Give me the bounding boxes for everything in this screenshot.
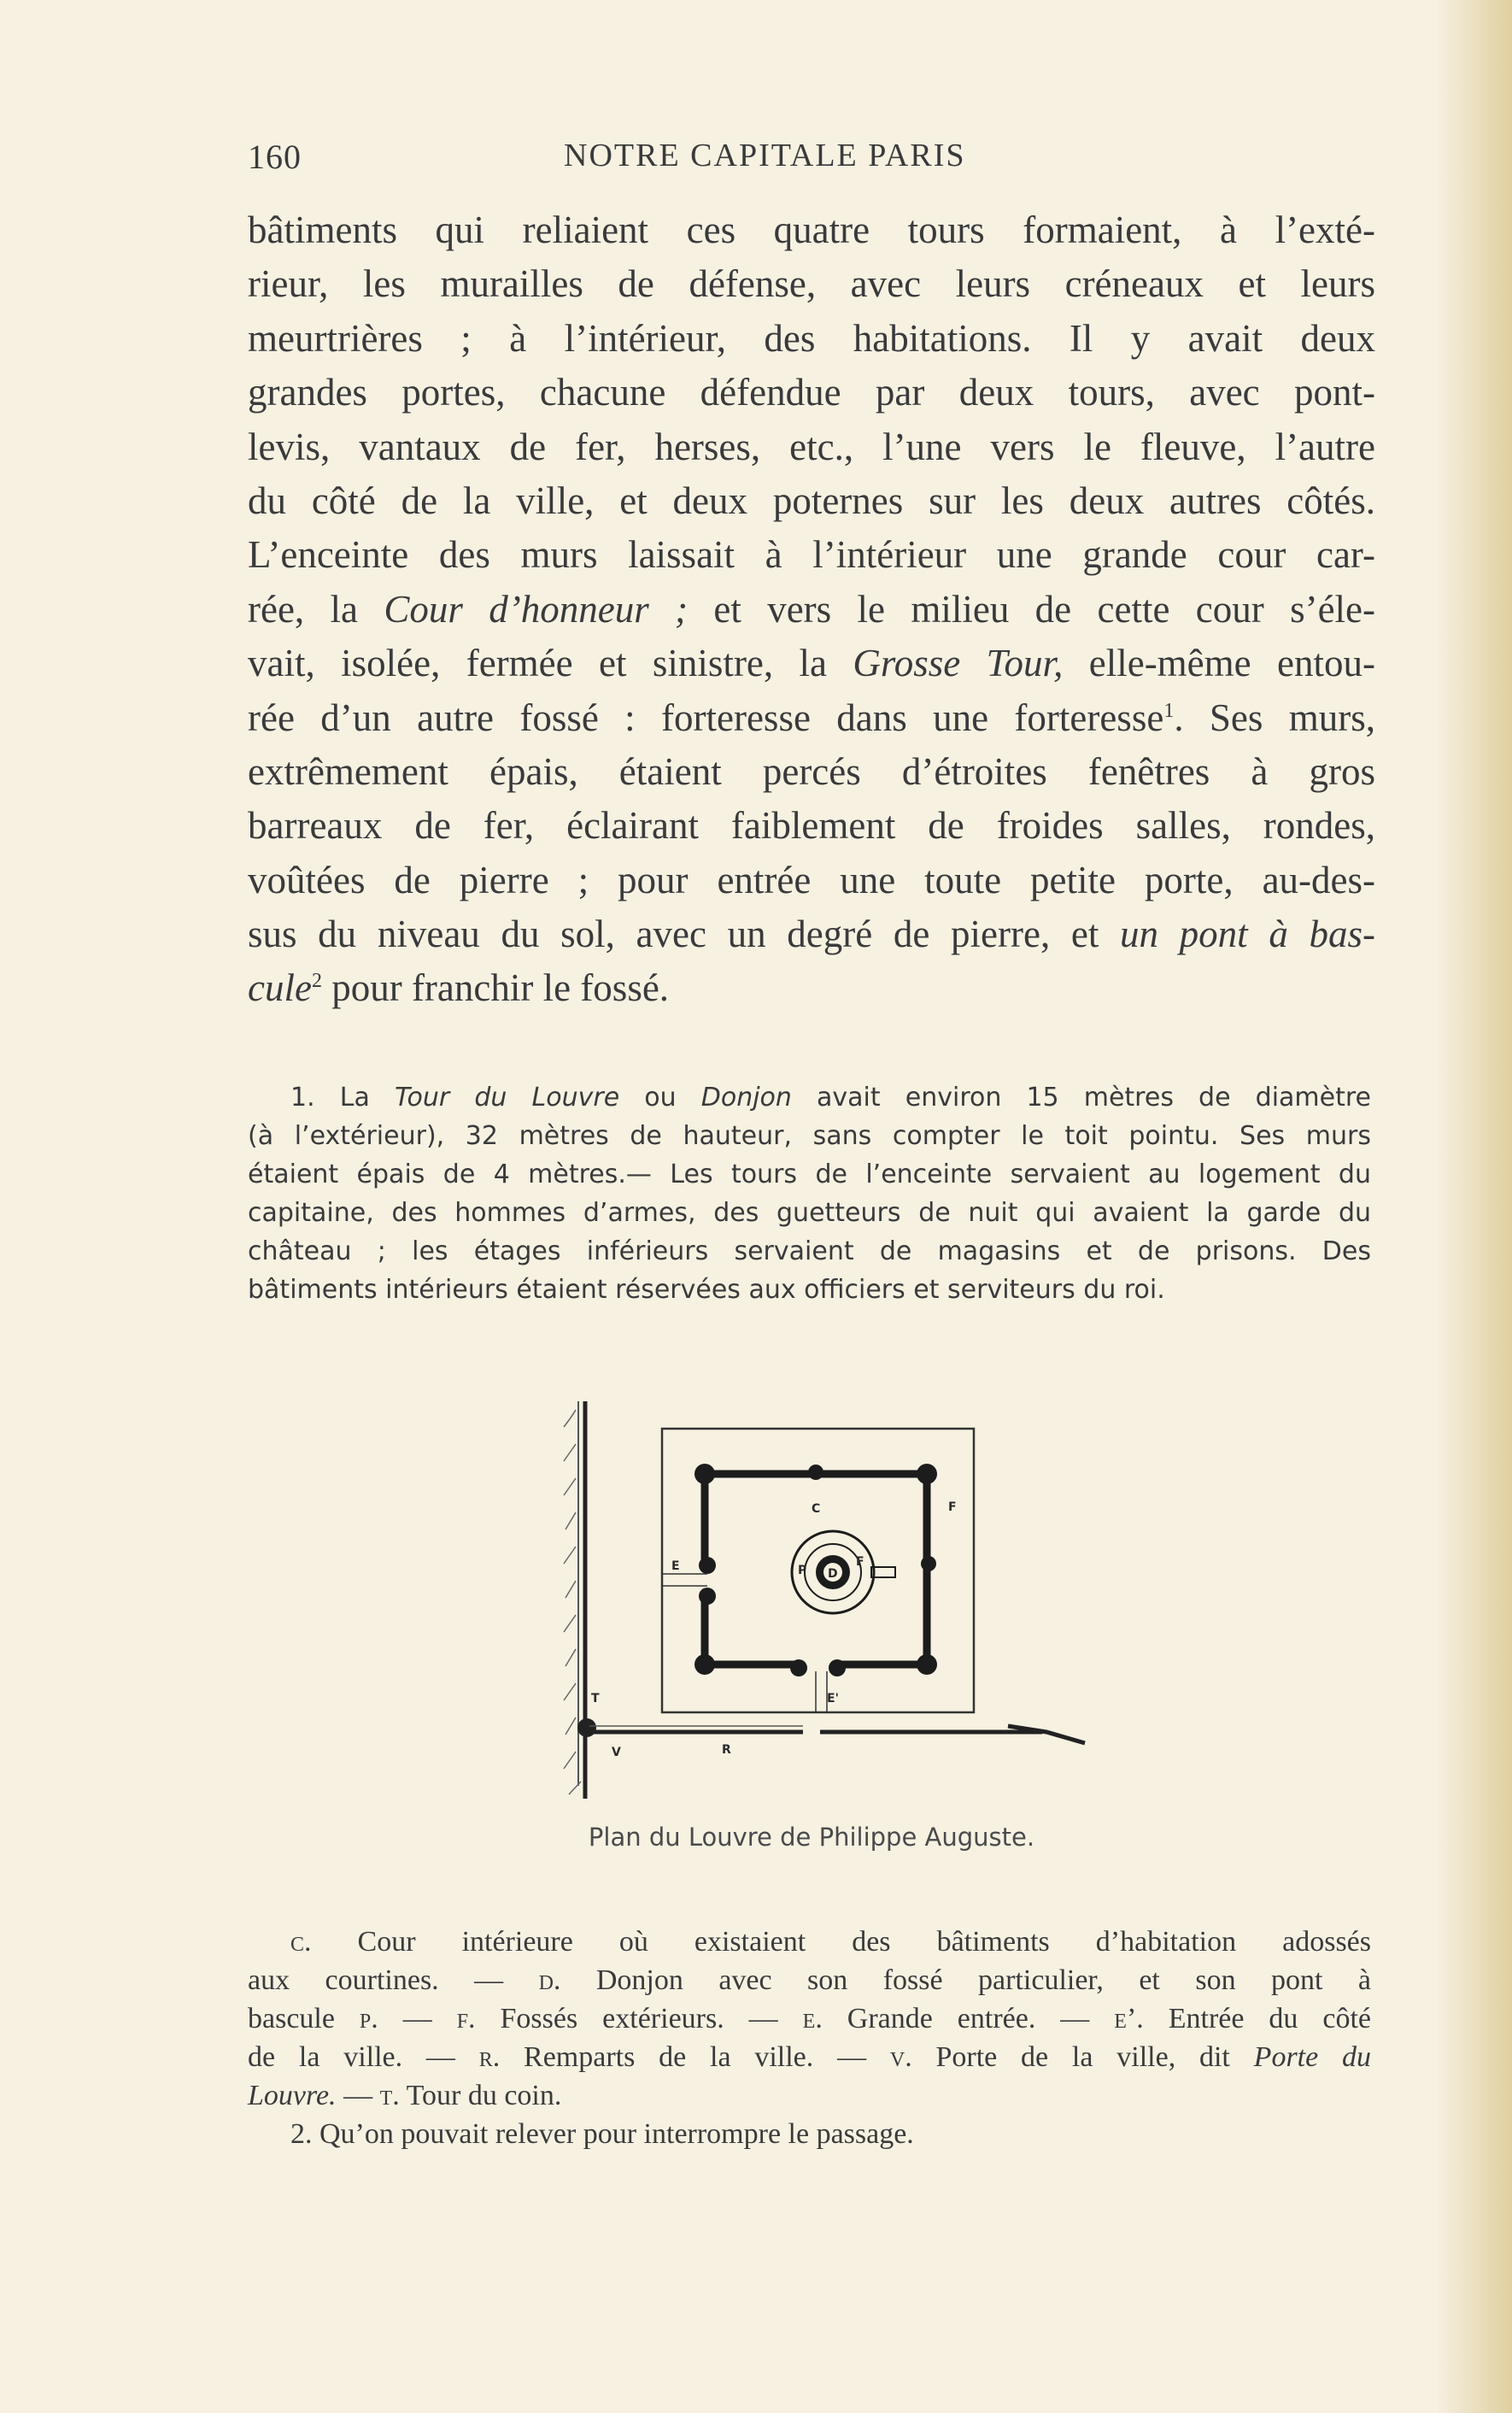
footnote-reference[interactable]: 1 — [1163, 699, 1175, 722]
body-line: grandes portes, chacune défendue par deux tours, avec pont- — [248, 371, 1375, 414]
italic-term: Cour d’honneur ; — [384, 587, 689, 631]
footnote-text-segment: avait environ 15 mètres de diamètre — [791, 1083, 1371, 1113]
footnote-1 — [248, 1078, 1371, 1309]
castle-gate-tower-e — [921, 1556, 936, 1571]
legend-text: — — [378, 2003, 457, 2034]
castle-gate-tower-s2 — [829, 1659, 846, 1676]
corner-tower — [577, 1718, 596, 1737]
legend-text: Tour du coin. — [399, 2080, 562, 2111]
italic-term: Porte du — [1253, 2041, 1371, 2073]
body-line — [248, 961, 1375, 1015]
body-line: meurtrières ; à l’intérieur, des habitations. Il y avait deux — [248, 316, 1375, 360]
footnote-line: étaient épais de 4 mètres.— Les tours de l’enceinte servaient au logement du — [248, 1160, 1371, 1189]
footnote-line: bâtiments intérieurs étaient réservées aux officiers et serviteurs du roi. — [248, 1275, 1165, 1305]
body-line: voûtées de pierre ; pour entrée une toute petite porte, au-des- — [248, 858, 1375, 901]
legend-key: f. — [456, 2003, 476, 2034]
legend-key: e’. — [1114, 2003, 1144, 2034]
legend-text: Donjon avec son fossé particulier, et son pont à — [560, 1964, 1372, 1996]
body-line — [248, 583, 1375, 637]
legend-text: — — [336, 2080, 380, 2111]
body-paragraph — [248, 203, 1375, 1016]
label-d: D — [828, 1567, 838, 1581]
castle-tower-nw — [694, 1464, 715, 1484]
legend-text: Remparts de la ville. — — [500, 2041, 890, 2073]
body-line: L’enceinte des murs laissait à l’intérieur une grande cour car- — [248, 533, 1375, 577]
label-f: F — [948, 1500, 957, 1514]
italic-term: cule — [248, 966, 312, 1010]
footnote-text-segment: La — [314, 1083, 395, 1113]
legend-key: p. — [359, 2003, 378, 2034]
legend-key: d. — [538, 1964, 561, 1996]
label-r: R — [722, 1743, 731, 1757]
body-text-segment: pour franchir le fossé. — [321, 966, 670, 1010]
legend-text: Fossés extérieurs. — — [475, 2003, 803, 2034]
italic-term: Grosse Tour, — [853, 642, 1064, 685]
castle-tower-se — [917, 1654, 937, 1675]
legend-line — [248, 2038, 1371, 2076]
running-head — [248, 137, 1034, 179]
body-line: bâtiments qui reliaient ces quatre tours formaient, à l’exté- — [248, 208, 1375, 251]
castle-postern-tower-w2 — [699, 1588, 716, 1605]
body-text-segment: et vers le milieu de cette cour s’éle- — [688, 587, 1375, 631]
body-line: du côté de la ville, et deux poternes sur les deux autres côtés. — [248, 478, 1375, 522]
footnote-line: (à l’extérieur), 32 mètres de hauteur, sans compter le toit pointu. Ses murs — [248, 1121, 1371, 1151]
italic-term: Louvre. — [248, 2080, 337, 2111]
louvre-plan-drawing — [513, 1384, 1111, 1829]
body-line: levis, vantaux de fer, herses, etc., l’une vers le fleuve, l’autre — [248, 425, 1375, 468]
legend-text: Grande entrée. — — [822, 2003, 1115, 2034]
body-line — [248, 691, 1375, 745]
legend-line — [248, 1961, 1371, 1999]
body-text-segment: sus du niveau du sol, avec un degré de pierre, et — [248, 913, 1120, 956]
castle-tower-ne — [917, 1464, 937, 1484]
body-line — [248, 637, 1375, 690]
footnote-reference[interactable]: 2 — [311, 970, 322, 993]
louvre-plan-figure — [513, 1384, 1111, 1829]
legend-text: Entrée du côté — [1143, 2003, 1371, 2034]
italic-term: un pont à bas- — [1120, 913, 1375, 956]
legend-text: de la ville. — — [248, 2041, 479, 2073]
body-text-segment: vait, isolée, fermée et sinistre, la — [248, 642, 853, 685]
castle-postern-tower-w1 — [699, 1557, 716, 1574]
footnote-line: capitaine, des hommes d’armes, des guetteurs de nuit qui avaient la garde du — [248, 1198, 1371, 1228]
legend-line — [248, 1999, 1371, 2038]
running-title: NOTRE CAPITALE PARIS — [564, 138, 966, 173]
body-text-segment: . Ses murs, — [1174, 696, 1375, 739]
label-v: V — [612, 1746, 621, 1759]
legend-text: bascule — [248, 2003, 360, 2034]
body-text-segment: elle-même entou- — [1063, 642, 1375, 685]
body-line: extrêmement épais, étaient percés d’étroites fenêtres à gros — [248, 749, 1375, 793]
footnote-line — [248, 1078, 1371, 1117]
body-line: barreaux de fer, éclairant faiblement de froides salles, rondes, — [248, 804, 1375, 848]
body-line — [248, 907, 1375, 961]
castle-gate-tower-s1 — [790, 1659, 807, 1676]
label-e-prime: E' — [827, 1692, 839, 1706]
label-c: C — [812, 1502, 821, 1516]
castle-tower-sw — [694, 1654, 715, 1675]
legend-key: e. — [802, 2003, 823, 2034]
legend-key: r. — [478, 2041, 501, 2073]
figure-legend — [248, 1923, 1371, 2153]
body-line: rieur, les murailles de défense, avec leurs créneaux et leurs — [248, 262, 1375, 306]
legend-line — [248, 1923, 1371, 1961]
legend-line — [248, 2076, 1371, 2115]
body-text-segment: rée d’un autre fossé : forteresse dans une forteresse — [248, 696, 1164, 739]
label-e: E — [671, 1559, 680, 1573]
legend-key: v. — [889, 2041, 912, 2073]
label-p: P — [798, 1564, 807, 1577]
legend-text: aux courtines. — — [248, 1964, 539, 1996]
footnote-text-segment: ou — [619, 1083, 701, 1113]
page-number: 160 — [248, 138, 302, 176]
rampart-end — [1008, 1726, 1085, 1743]
legend-text: Porte de la ville, dit — [911, 2041, 1254, 2073]
page-edge-shadow — [1435, 0, 1512, 2413]
italic-term: Donjon — [700, 1083, 792, 1113]
label-t: T — [591, 1692, 600, 1706]
body-text-segment: rée, la — [248, 587, 384, 631]
figure-caption: Plan du Louvre de Philippe Auguste. — [588, 1823, 1035, 1852]
footnote-line: château ; les étages inférieurs servaient de magasins et de prisons. Des — [248, 1236, 1371, 1266]
label-f-inner: F — [856, 1555, 864, 1569]
castle-gate-tower-n — [808, 1465, 823, 1480]
legend-key: c. — [290, 1926, 312, 1958]
legend-text: Cour intérieure où existaient des bâtiments d’habitation adossés — [311, 1926, 1371, 1958]
footnote-number: 1. — [290, 1083, 315, 1113]
italic-term: Tour du Louvre — [394, 1083, 620, 1113]
legend-key: t. — [379, 2080, 400, 2111]
footnote-2: 2. Qu’on pouvait relever pour interrompre le passage. — [290, 2118, 914, 2150]
